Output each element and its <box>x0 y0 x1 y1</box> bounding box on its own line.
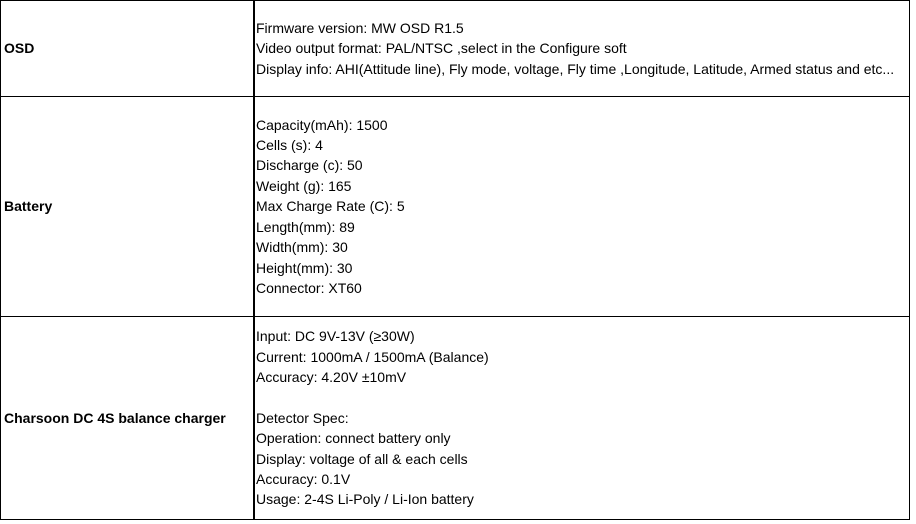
spec-line: Height(mm): 30 <box>256 259 353 276</box>
spec-row-battery <box>1 97 910 317</box>
row-label: Battery <box>1 97 255 317</box>
spec-line: Input: DC 9V-13V (≥30W) <box>256 328 415 345</box>
spec-line: Firmware version: MW OSD R1.5 <box>256 19 464 36</box>
spec-line: Cells (s): 4 <box>256 137 323 154</box>
spec-line: Max Charge Rate (C): 5 <box>256 198 405 215</box>
spec-line: Connector: XT60 <box>256 279 362 296</box>
spec-line: Display info: AHI(Attitude line), Fly mode, voltage, Fly time ,Longitude, Latitude, Armed status and etc... <box>256 60 895 77</box>
spec-line: Accuracy: 0.1V <box>256 471 351 487</box>
row-value <box>254 1 910 97</box>
spec-line: Length(mm): 89 <box>256 218 355 235</box>
row-label: Charsoon DC 4S balance charger <box>1 317 255 520</box>
spec-row-charger <box>1 317 910 520</box>
row-value <box>254 97 910 317</box>
spec-line: Weight (g): 165 <box>256 177 352 194</box>
spec-line: Usage: 2-4S Li-Poly / Li-Ion battery <box>256 491 474 508</box>
spec-line: Accuracy: 4.20V ±10mV <box>256 368 407 385</box>
spec-line: Display: voltage of all & each cells <box>256 450 468 467</box>
spec-line: Operation: connect battery only <box>256 430 451 447</box>
row-label: OSD <box>1 1 255 97</box>
spec-line: Video output format: PAL/NTSC ,select in the Configure soft <box>256 40 627 57</box>
spec-row-osd <box>1 1 910 97</box>
spec-line: Discharge (c): 50 <box>256 157 363 174</box>
spec-line: Capacity(mAh): 1500 <box>256 116 388 133</box>
row-value <box>254 317 910 520</box>
spec-line: Detector Spec: <box>256 409 349 426</box>
spec-line <box>256 387 909 407</box>
spec-line: Current: 1000mA / 1500mA (Balance) <box>256 348 489 365</box>
spec-line: Width(mm): 30 <box>256 239 348 256</box>
